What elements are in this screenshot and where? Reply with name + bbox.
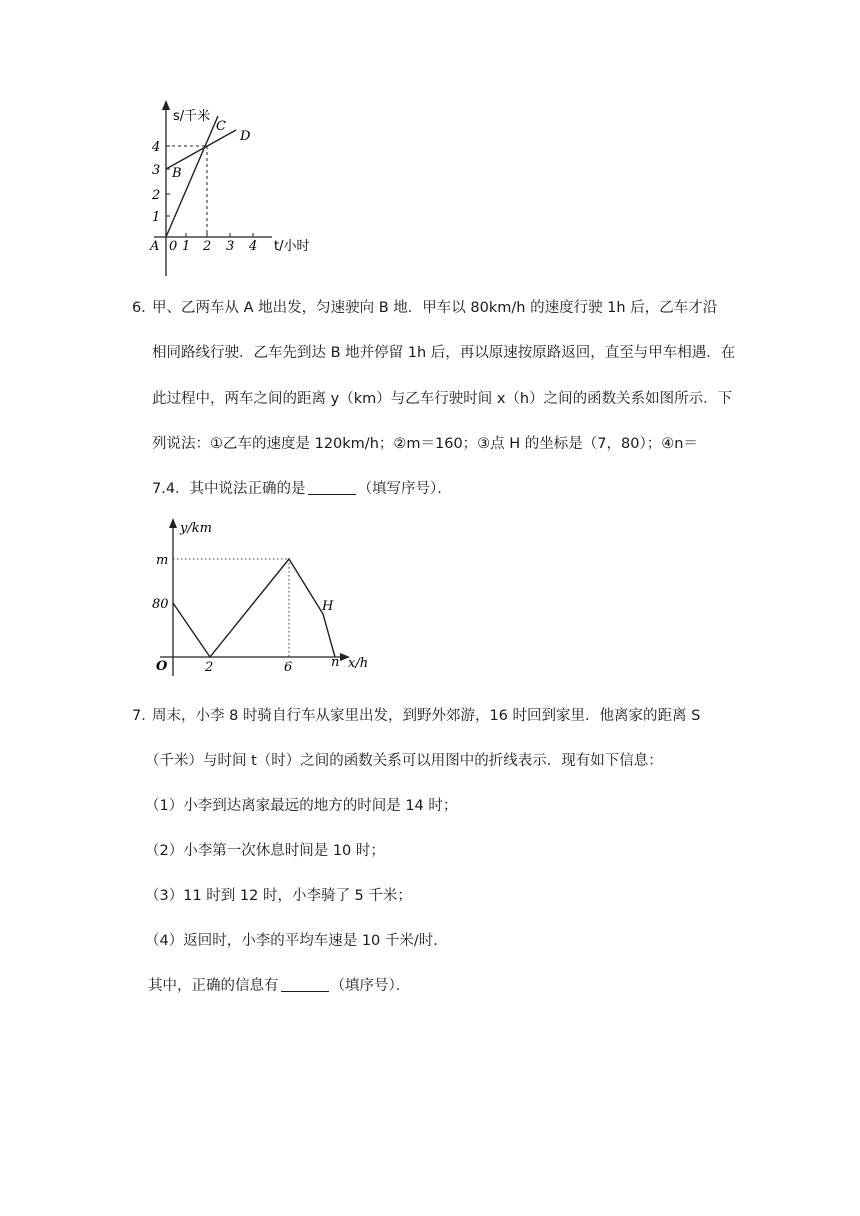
y-axis-label: y/km xyxy=(180,521,212,536)
q6-line-5 xyxy=(152,479,452,499)
x-tick-0: 0 xyxy=(169,239,178,254)
y-tick-80: 80 xyxy=(152,597,169,612)
x-tick-6: 6 xyxy=(284,660,293,675)
q7-line-1: 周末，小李 8 时骑自行车从家里出发，到野外郊游，16 时回到家里．他离家的距离 S xyxy=(152,708,701,724)
q7-answer-tail: （填序号）． xyxy=(330,978,411,994)
q7-line-answer xyxy=(148,976,410,996)
point-label-A: A xyxy=(150,239,160,254)
q6-line-4: 列说法：①乙车的速度是 120km/h；②m＝160；③点 H 的坐标是（7，80）；④n＝ xyxy=(152,436,698,452)
y-tick-4: 4 xyxy=(152,140,161,155)
q7-item-1: （1）小李到达离家最远的地方的时间是 14 时； xyxy=(145,798,458,814)
y-tick-2: 2 xyxy=(152,188,161,203)
x-tick-3: 3 xyxy=(226,239,235,254)
q6-line-2: 相同路线行驶．乙车先到达 B 地并停留 1h 后，再以原速按原路返回，直至与甲车相遇．在 xyxy=(152,345,736,361)
q6-answer-blank[interactable] xyxy=(308,480,356,495)
q7-item-4: （4）返回时，小李的平均车速是 10 千米/时． xyxy=(145,933,448,949)
x-axis-label: x/h xyxy=(348,656,369,671)
q7-answer-blank[interactable] xyxy=(281,977,329,992)
y-tick-3: 3 xyxy=(152,163,161,178)
q6-line-1: 甲、乙两车从 A 地出发，匀速驶向 B 地．甲车以 80km/h 的速度行驶 1h 后，乙车才沿 xyxy=(152,300,718,316)
x-axis-label: t/小时 xyxy=(274,239,310,254)
q6-number: 6． xyxy=(132,300,156,316)
line-BD xyxy=(166,130,236,169)
y-tick-m: m xyxy=(156,553,169,568)
x-tick-2: 2 xyxy=(203,239,212,254)
distance-time-graph-top xyxy=(140,98,340,283)
q6-line-5-tail: （填写序号）． xyxy=(357,481,452,497)
q6-line-5-text: 7.4．其中说法正确的是 xyxy=(152,481,306,497)
q6-line-3: 此过程中，两车之间的距离 y（km）与乙车行驶时间 x（h）之间的函数关系如图所示．下 xyxy=(152,391,733,407)
y-axis-arrow xyxy=(162,100,170,110)
x-tick-1: 1 xyxy=(182,239,191,254)
y-axis-arrow xyxy=(169,518,177,528)
q7-number: 7． xyxy=(132,708,156,724)
origin-label: O xyxy=(156,659,168,674)
point-label-D: D xyxy=(240,129,251,144)
q7-line-2: （千米）与时间 t（时）之间的函数关系可以用图中的折线表示．现有如下信息： xyxy=(145,753,663,769)
distance-polyline xyxy=(173,559,335,657)
q7-item-2: （2）小李第一次休息时间是 10 时； xyxy=(145,843,385,859)
y-tick-1: 1 xyxy=(152,210,161,225)
graph-top-svg xyxy=(140,98,340,283)
x-tick-n: n xyxy=(331,655,340,670)
point-label-H: H xyxy=(322,599,334,614)
x-tick-4: 4 xyxy=(249,239,258,254)
q7-answer-text: 其中，正确的信息有 xyxy=(148,978,279,994)
point-label-B: B xyxy=(172,166,182,181)
distance-time-graph-q6 xyxy=(148,514,383,679)
point-label-C: C xyxy=(216,119,226,134)
y-axis-label: s/千米 xyxy=(173,109,211,124)
graph-q6-svg xyxy=(148,514,383,679)
q7-item-3: （3）11 时到 12 时，小李骑了 5 千米； xyxy=(145,888,412,904)
x-tick-2: 2 xyxy=(205,660,214,675)
